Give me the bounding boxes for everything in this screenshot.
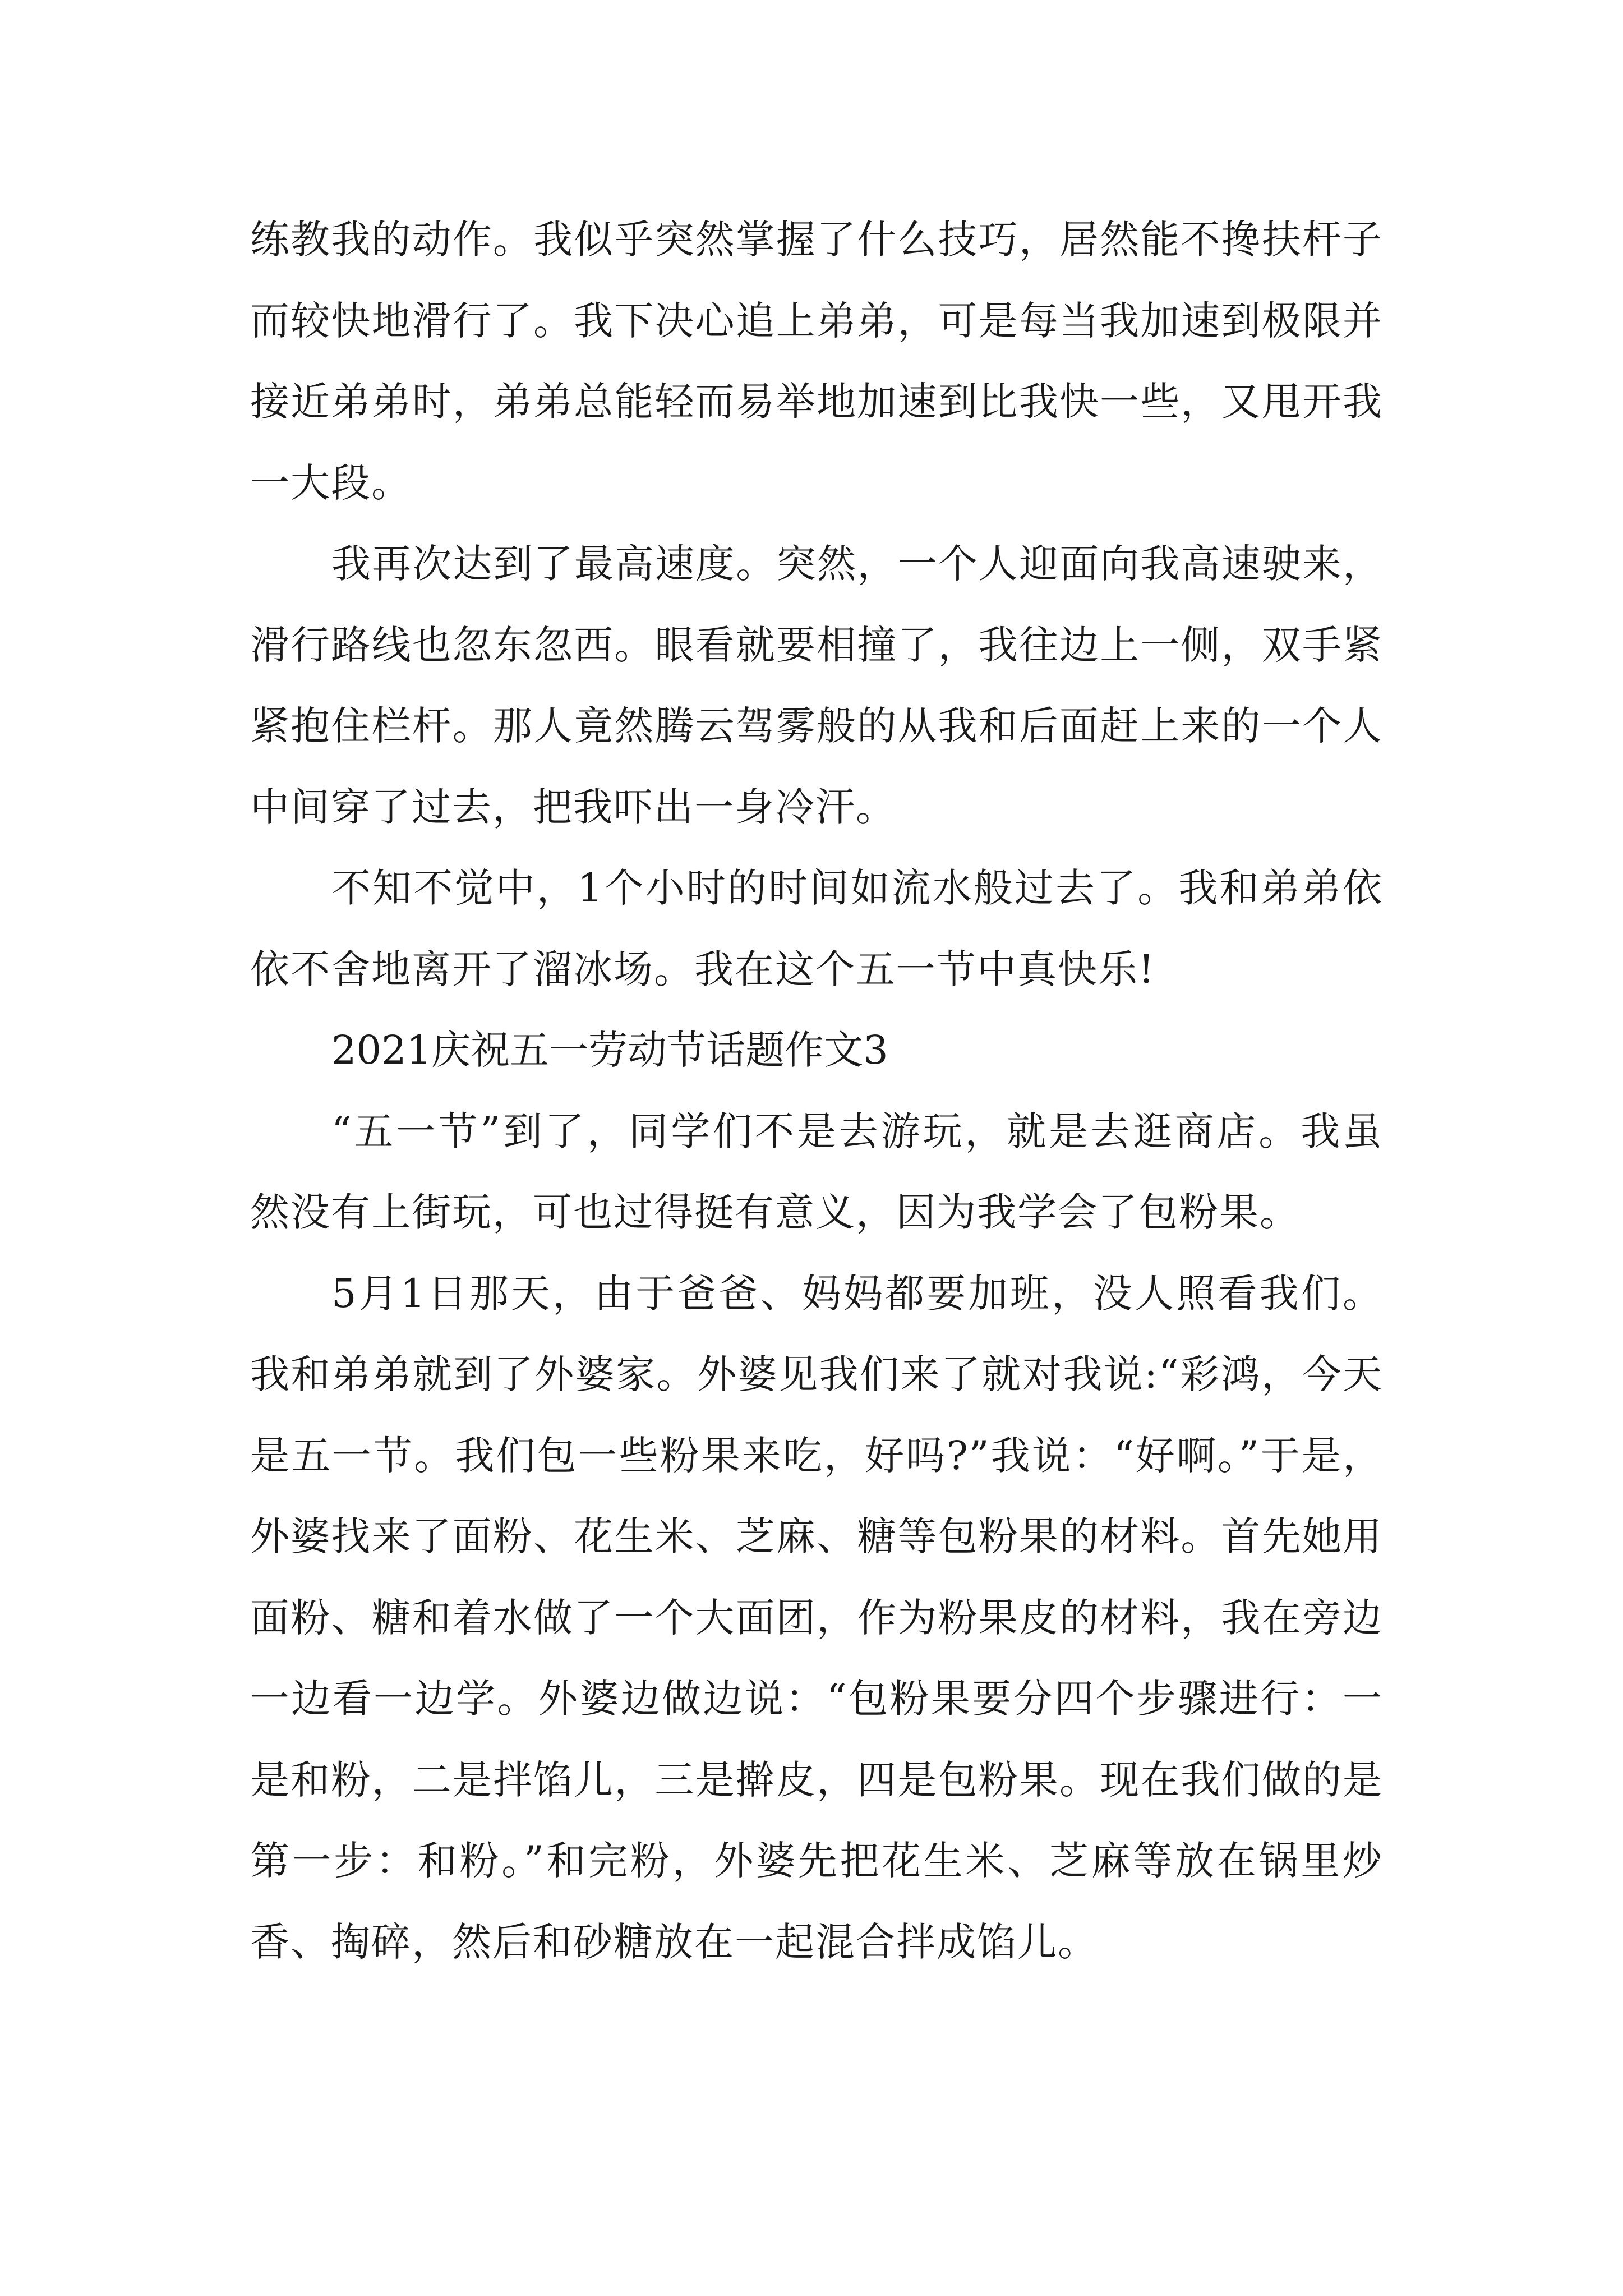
paragraph-may-day-intro: “五一节”到了，同学们不是去游玩，就是去逛商店。我虽然没有上街玩，可也过得挺有意义，因为我学会了包粉果。 [250,1108,1383,1235]
paragraph-skating-practice: 练教我的动作。我似乎突然掌握了什么技巧，居然能不搀扶杆子而较快地滑行了。我下决心追上弟弟，可是每当我加速到极限并接近弟弟时，弟弟总能轻而易举地加速到比我快一些，又甩开我一大段。 [250,217,1383,506]
paragraph-near-collision: 我再次达到了最高速度。突然，一个人迎面向我高速驶来，滑行路线也忽东忽西。眼看就要相撞了，我往边上一侧，双手紧紧抱住栏杆。那人竟然腾云驾雾般的从我和后面赶上来的一个人中间穿了过去，把我吓出一身冷汗。 [250,541,1383,830]
paragraph-leaving-rink: 不知不觉中，1个小时的时间如流水般过去了。我和弟弟依依不舍地离开了溜冰场。我在这个五一节中真快乐! [250,865,1383,992]
document-body [250,199,1383,1982]
essay-heading: 2021庆祝五一劳动节话题作文3 [331,1027,888,1073]
paragraph-making-dumplings: 5月1日那天，由于爸爸、妈妈都要加班，没人照看我们。我和弟弟就到了外婆家。外婆见我们来了就对我说:“彩鸿，今天是五一节。我们包一些粉果来吃，好吗?”我说：“好啊。”于是，外婆找来了面粉、花生米、芝麻、糖等包粉果的材料。首先她用面粉、糖和着水做了一个大面团，作为粉果皮的材料，我在旁边一边看一边学。外婆边做边说：“包粉果要分四个步骤进行：一是和粉，二是拌馅儿，三是擀皮，四是包粉果。现在我们做的是第一步：和粉。”和完粉，外婆先把花生米、芝麻等放在锅里炒香、掏碎，然后和砂糖放在一起混合拌成馅儿。 [250,1270,1383,1965]
